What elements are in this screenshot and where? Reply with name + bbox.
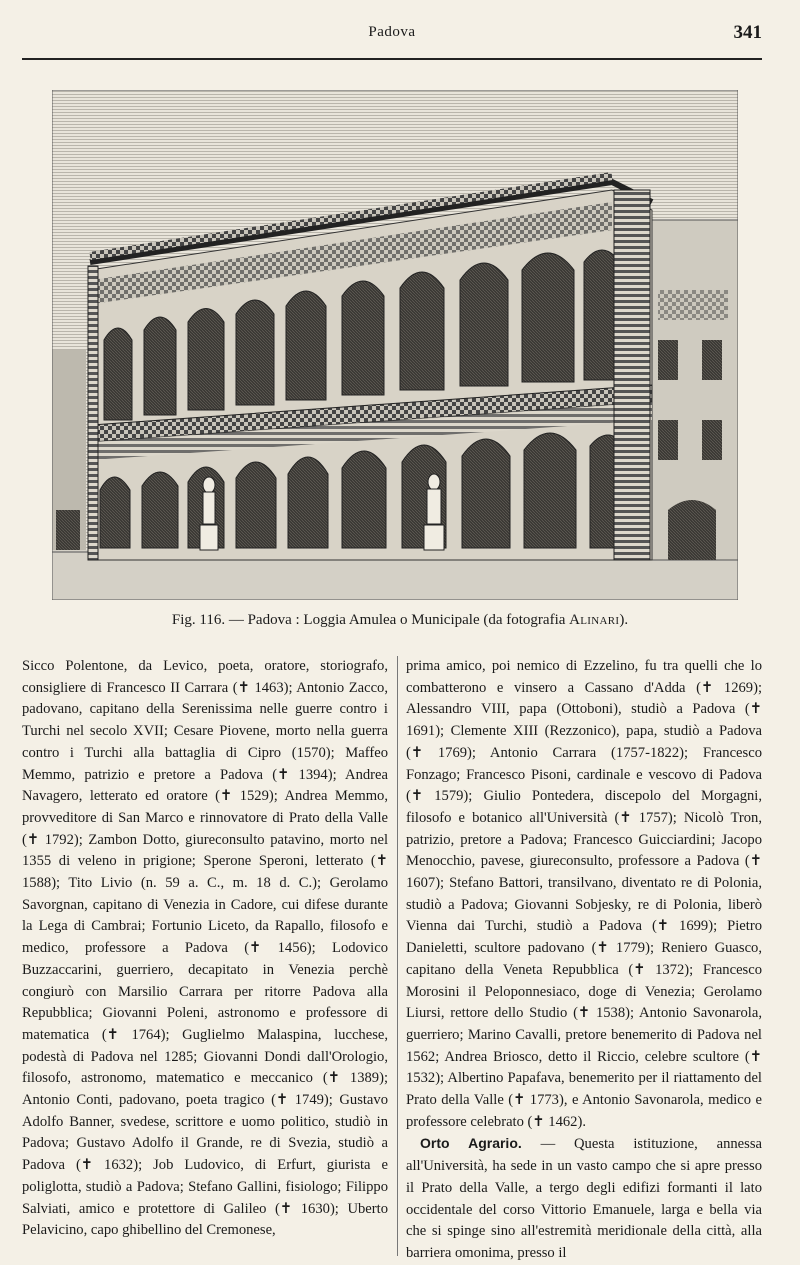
caption-text: Fig. 116. — Padova : Loggia Amulea o Municipale (da fotografia — [171, 612, 566, 628]
right-paragraph-1: prima amico, poi nemico di Ezzelino, fu tra quelli che lo combatterono e vinsero a Cassano d'Adda (✝ 1269); Alessandro VIII, papa (Ottoboni), studiò a Padova (✝ 1691); Clemente XIII (Rezzonico), papa, studiò a Padova (✝ 1769); Antonio Carrara (1757-1822); Francesco Fonzago; Francesco Pisoni, cardinale e vescovo di Padova (✝ 1579); Giulio Pontedera, discepolo del Morgagni, filosofo e botanico all'Università (✝ 1757); Nicolò Tron, patrizio, pretore a Padova; Francesco Guicciardini; Jacopo Menocchio, pavese, giureconsulto, professore a Padova (✝ 1607); Stefano Battori, transilvano, diventato re di Polonia, studiò a Padova; Giovanni Sobjesky, re di Polonia, liberò Vienna dai Turchi, studiò a Padova (✝ 1699); Pietro Danieletti, scultore padovano (✝ 1779); Reniero Guasco, capitano della Veneta Repubblica (✝ 1372); Francesco Morosini il Peloponnesiaco, doge di Venezia; Gerolamo Liursi, rettore dello Studio (✝ 1538); Antonio Savonarola, guerriero; Marino Cavalli, pretore benemerito di Padova nel 1562; Andrea Briosco, detto il Riccio, celebre scultore (✝ 1532); Albertino Papafava, benemerito per il riattamento del Prato della Valle (✝ 1773), e Antonio Savonarola, medico e professore celebrato (✝ 1462). — [406, 658, 762, 1130]
section-title: Orto Agrario. — [420, 1135, 522, 1152]
loggia-engraving — [52, 90, 738, 600]
page-header — [22, 22, 762, 60]
left-paragraph: Sicco Polentone, da Levico, poeta, oratore, storiografo, consigliere di Francesco II Carrara (✝ 1463); Antonio Zacco, padovano, capitano della Serenissima nelle guerre contro i Turchi nel secolo XVII; Cesare Piovene, morto nella guerra contro i Turchi alla battaglia di Cipro (1570); Maffeo Memmo, patrizio e pretore a Padova (✝ 1394); Andrea Navagero, letterato ed oratore (✝ 1529); Andrea Memmo, provveditore di San Marco e rinnovatore di Prato della Valle (✝ 1792); Zambon Dotto, giureconsulto patavino, morto nel 1355 di veleno in prigione; Sperone Speroni, letterato (✝ 1588); Tito Livio (n. 59 a. C., m. 18 d. C.); Gerolamo Savorgnan, capitano di Venezia in Cadore, cui difese durante la Lega di Cambrai; Fortunio Liceto, da Rapallo, filosofo e medico, professore a Padova (✝ 1456); Lodovico Buzzaccarini, guerriero, decapitato in Venezia perchè congiurò con Marsilio Carrara per ritorre Padova alla Repubblica; Giovanni Poleni, astronomo e professore di matematica (✝ 1764); Guglielmo Malaspina, lucchese, podestà di Padova nel 1285; Giovanni Dondi dall'Orologio, filosofo, astronomo, matematico e meccanico (✝ 1389); Antonio Conti, padovano, poeta tragico (✝ 1749); Gustavo Adolfo Banner, svedese, scrittore e uomo politico, studiò in Padova; Gustavo Adolfo il Grande, re di Svezia, studiò a Padova (✝ 1632); Job Ludovico, di Erfurt, giurista e poliglotta, studiò a Padova; Stefano Gallini, fisiologo; Filippo Salviati, amico e protettore di Galileo (✝ 1630); Uberto Pelavicino, capo ghibellino del Cremonese, — [22, 658, 388, 1239]
right-column — [406, 656, 762, 1265]
caption-end: ). — [619, 612, 629, 628]
page-number: 341 — [733, 22, 762, 43]
column-divider — [397, 656, 398, 1256]
left-column — [22, 656, 388, 1242]
running-title: Padova — [368, 24, 416, 40]
section-text: — Questa istituzione, annessa all'Università, ha sede in un vasto campo che si apre presso il Prato della Valle, a tergo degli edifizi formanti il lato occidentale del corso Vittorio Emanuele, larga e bella via che si spinge sino all'estremità meridionale della città, alla barriera omonima, presso il — [406, 1136, 762, 1261]
figure-caption — [0, 612, 800, 629]
right-paragraph-2 — [406, 1133, 762, 1264]
caption-credit: Alinari — [569, 612, 620, 628]
